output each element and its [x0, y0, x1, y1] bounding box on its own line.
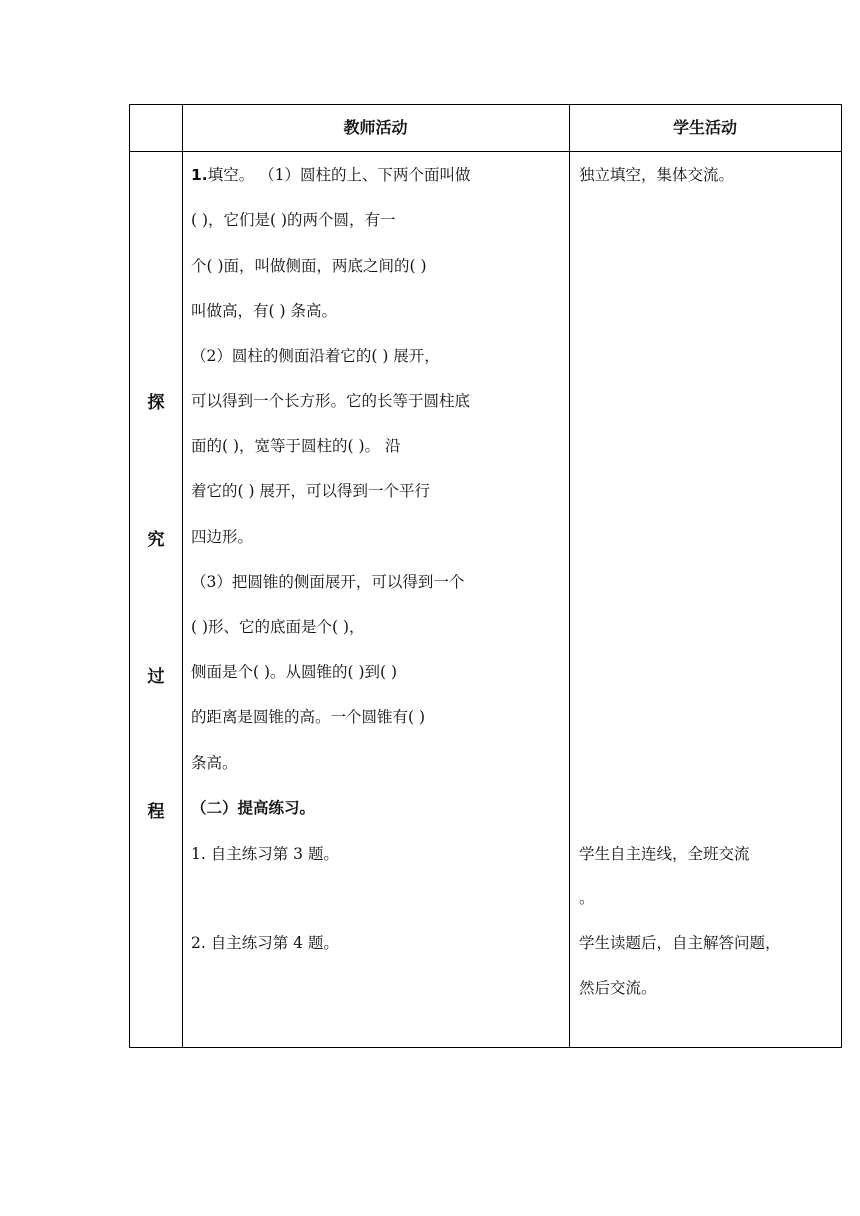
header-blank-cell — [130, 105, 182, 151]
student-line: 然后交流。 — [579, 979, 657, 997]
column-divider — [569, 105, 570, 1047]
teacher-line: 侧面是个( )。从圆锥的( )到( ) — [191, 663, 398, 681]
teacher-line — [191, 164, 470, 186]
teacher-line: （3）把圆锥的侧面展开，可以得到一个 — [191, 573, 465, 591]
student-line: 独立填空，集体交流。 — [579, 166, 735, 184]
teacher-line: 的距离是圆锥的高。一个圆锥有( ) — [191, 708, 426, 726]
teacher-line: 可以得到一个长方形。它的长等于圆柱底 — [191, 392, 471, 410]
teacher-line: 面的( )，宽等于圆柱的( )。 沿 — [191, 437, 401, 455]
lesson-table — [129, 104, 842, 1048]
teacher-line: 四边形。 — [191, 528, 254, 546]
side-label-char: 过 — [147, 667, 165, 687]
teacher-line: 叫做高，有( ) 条高。 — [191, 302, 337, 320]
side-label-char: 程 — [147, 802, 165, 822]
teacher-line: ( )形、它的底面是个( )， — [191, 618, 365, 636]
teacher-line: 着它的( ) 展开，可以得到一个平行 — [191, 482, 430, 500]
exercise-item: 2. 自主练习第 4 题。 — [191, 934, 339, 952]
side-label-char: 究 — [147, 530, 165, 550]
teacher-line: ( )，它们是( )的两个圆，有一 — [191, 211, 396, 229]
teacher-line: 条高。 — [191, 754, 238, 772]
section-heading: （二）提高练习。 — [191, 799, 316, 817]
header-student-activity: 学生活动 — [672, 118, 737, 137]
header-divider — [130, 151, 841, 152]
student-line: 学生自主连线，全班交流 — [579, 845, 750, 863]
student-line: 学生读题后，自主解答问题， — [579, 934, 781, 952]
side-label-char: 探 — [147, 393, 165, 413]
teacher-line-text: 填空。 （1）圆柱的上、下两个面叫做 — [207, 166, 471, 184]
header-teacher-activity: 教师活动 — [343, 118, 408, 137]
item-number: 1. — [191, 166, 208, 184]
student-line: 。 — [579, 889, 595, 907]
column-divider — [182, 105, 183, 1047]
teacher-line: （2）圆柱的侧面沿着它的( ) 展开， — [191, 347, 440, 365]
teacher-line: 个( )面，叫做侧面，两底之间的( ) — [191, 257, 427, 275]
exercise-item: 1. 自主练习第 3 题。 — [191, 845, 339, 863]
